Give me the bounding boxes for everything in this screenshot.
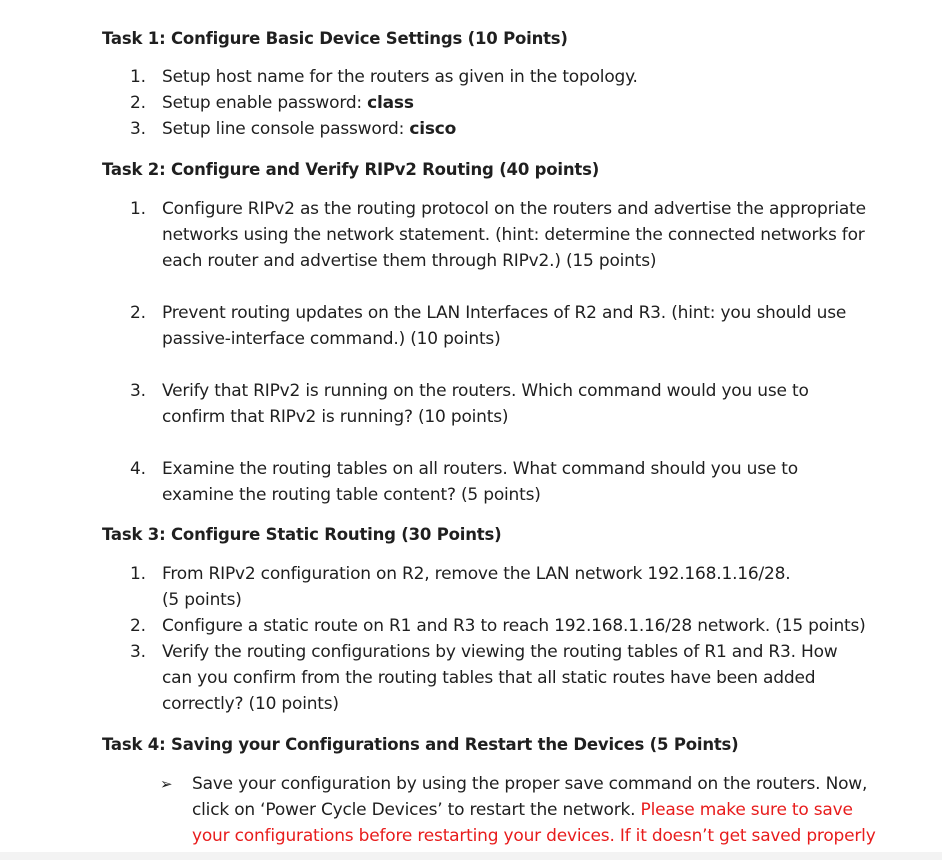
item-line: Prevent routing updates on the LAN Interfaces of R2 and R3. (hint: you should use	[162, 303, 847, 323]
task2-item-2	[130, 300, 846, 352]
enable-password-value: class	[367, 93, 414, 113]
task3-item-1	[130, 561, 791, 613]
item-text: Setup enable password:	[162, 93, 368, 113]
item-line: (5 points)	[162, 590, 242, 610]
item-line: Verify that RIPv2 is running on the routers. Which command would you use to	[162, 381, 809, 401]
task1-item-1	[130, 64, 638, 90]
warning-text: Please make sure to save	[640, 800, 853, 820]
task4-bullet	[160, 771, 876, 849]
page-bottom-edge	[0, 852, 942, 860]
item-line: networks using the network statement. (hint: determine the connected networks for	[162, 225, 865, 245]
task2-item-3	[130, 378, 809, 430]
item-line: can you confirm from the routing tables that all static routes have been added	[162, 668, 816, 688]
item-line: From RIPv2 configuration on R2, remove the LAN network 192.168.1.16/28.	[162, 564, 791, 584]
console-password-value: cisco	[409, 119, 457, 139]
item-number: 1.	[130, 67, 146, 87]
item-line: passive-interface command.) (10 points)	[162, 329, 501, 349]
bullet-line-text: click on ‘Power Cycle Devices’ to restart the network.	[192, 800, 641, 820]
arrow-bullet-icon: ➢	[160, 775, 173, 793]
item-line: Configure a static route on R1 and R3 to reach 192.168.1.16/28 network. (15 points)	[162, 616, 866, 636]
task3-item-3	[130, 639, 838, 717]
task1-item-2	[130, 90, 414, 116]
item-number: 3.	[130, 381, 146, 401]
item-number: 3.	[130, 642, 146, 662]
item-number: 1.	[130, 199, 146, 219]
item-number: 2.	[130, 93, 146, 113]
item-line: correctly? (10 points)	[162, 694, 339, 714]
bullet-line: Save your configuration by using the proper save command on the routers. Now,	[192, 774, 868, 794]
item-text: Setup host name for the routers as given in the topology.	[162, 67, 638, 87]
task3-item-2	[130, 613, 866, 639]
item-number: 2.	[130, 303, 146, 323]
task1-heading: Task 1: Configure Basic Device Settings (10 Points)	[102, 29, 568, 48]
item-number: 3.	[130, 119, 146, 139]
item-number: 1.	[130, 564, 146, 584]
item-line: examine the routing table content? (5 points)	[162, 485, 541, 505]
item-line: confirm that RIPv2 is running? (10 points)	[162, 407, 509, 427]
task1-item-3	[130, 116, 456, 142]
item-line: Configure RIPv2 as the routing protocol on the routers and advertise the appropriate	[162, 199, 866, 219]
item-line: Verify the routing configurations by viewing the routing tables of R1 and R3. How	[162, 642, 838, 662]
warning-text-continued: your configurations before restarting your devices. If it doesn’t get saved properly	[192, 826, 876, 846]
item-number: 2.	[130, 616, 146, 636]
task2-item-4	[130, 456, 798, 508]
task4-heading: Task 4: Saving your Configurations and Restart the Devices (5 Points)	[102, 735, 739, 754]
item-number: 4.	[130, 459, 146, 479]
item-text: Setup line console password:	[162, 119, 410, 139]
item-line: each router and advertise them through RIPv2.) (15 points)	[162, 251, 657, 271]
item-line: Examine the routing tables on all routers. What command should you use to	[162, 459, 798, 479]
task2-heading: Task 2: Configure and Verify RIPv2 Routing (40 points)	[102, 160, 600, 179]
task2-item-1	[130, 196, 866, 274]
task3-heading: Task 3: Configure Static Routing (30 Points)	[102, 525, 502, 544]
